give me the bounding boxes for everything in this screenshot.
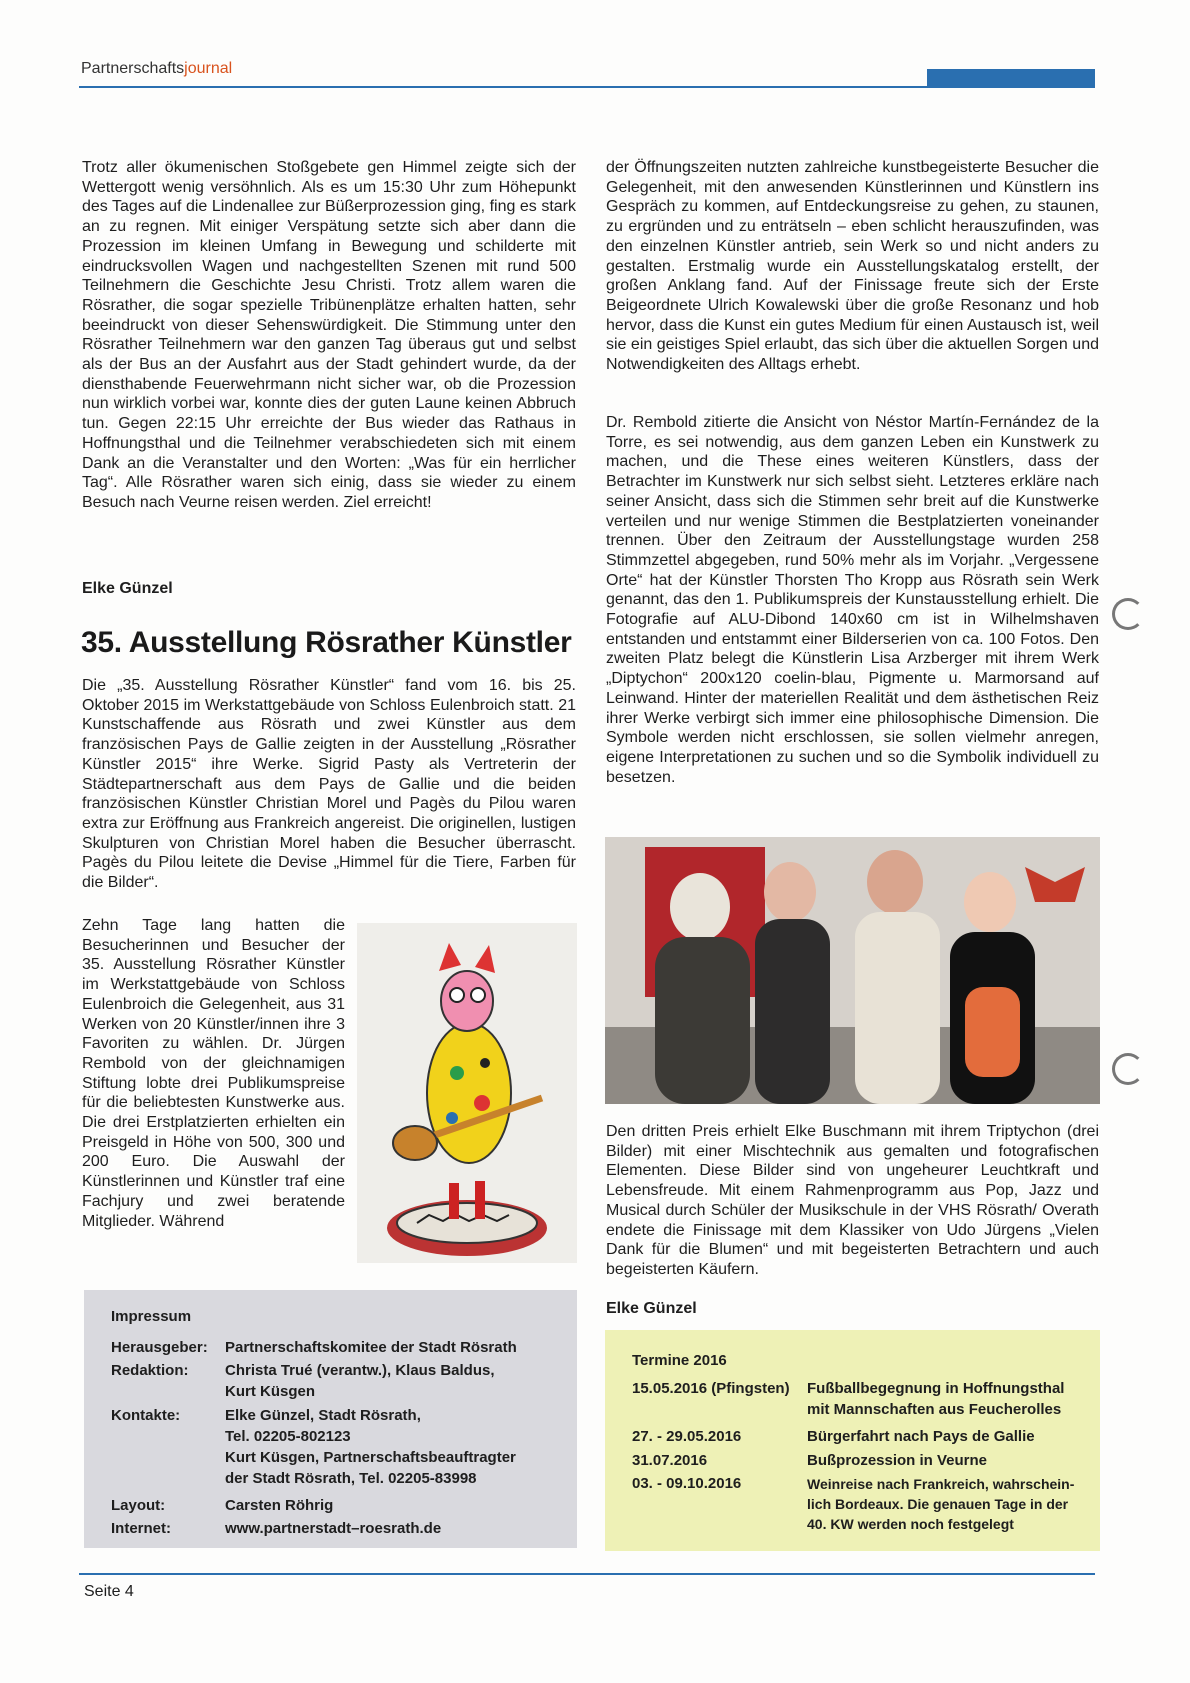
header-rule bbox=[79, 86, 1095, 88]
article-paragraph: der Öffnungszeiten nutzten zahlreiche kunstbegeisterte Besucher die Gelegenheit, mit den anwesenden Künstlerinnen und Künstlern ins Gespräch zu kommen, auf Entdeckungsreise zu gehen, zu staunen, zu ergründen und zu enträtseln – eben schlicht herauszufinden, was den einzelnen Künstler antrieb, sein Werk so und nicht anders zu gestalten. Erstmalig wurde ein Ausstellungskatalog erstellt, der großen Anklang fand. Auf der Finissage freute sich der Erste Beigeordnete Ulrich Kowalewski über die große Resonanz und hob hervor, dass die Kunst ein gutes Medium für einen Austausch ist, weil sie ein geistiges Spiel erlaubt, das sich über die aktuellen Sorgen und Notwendigkeiten des Alltags erhebt. bbox=[606, 159, 1099, 374]
impressum-title: Impressum bbox=[111, 1308, 192, 1325]
right-column-text-top bbox=[606, 158, 1099, 375]
journal-title bbox=[81, 60, 232, 78]
impressum-value: Kurt Küsgen, Partnerschaftsbeauftragter bbox=[225, 1449, 516, 1466]
right-column-text-middle bbox=[606, 413, 1099, 787]
termine-box bbox=[605, 1330, 1100, 1551]
article-paragraph: Trotz aller ökumenischen Stoßgebete gen Himmel zeigte sich der Wettergott wenig versöhnlich. Als es um 15:30 Uhr zum Höhepunkt des Tages auf die Lindenallee zur Büßerprozession ging, fing es stark an zu regnen. Mit einiger Verspätung setzte sich aber dann die Prozession im kleinen Umfang in Bewegung und schilderte mit eindrucksvollen Wagen und nachgestellten Szenen mit rund 500 Teilnehmern die Geschichte Jesu Christi. Trotz allem waren die Rösrather, die sogar spezielle Tribünenplätze erhalten hatten, sehr beeindruckt von dieser Sehenswürdigkeit. Die Stimmung unter den Rösrather Teilnehmern war den ganzen Tag überaus gut und selbst als der Bus an der Ausfahrt aus der Stadt gehindert wurde, da der diensthabende Feuerwehrmann nicht sicher war, ob die Prozession nun wirklich vorbei war, konnte dies der guten Laune keinen Abbruch tun. Gegen 22:15 Uhr erreichte der Bus wieder das Rathaus in Hoffnungsthal und die Teilnehmer verabschiedeten sich mit einem Dank an die Veranstalter und den Worten: „Was für ein herrlicher Tag“. Alle Rösrather waren sich einig, dass sie wieder zu einem Besuch nach Veurne reisen werden. Ziel erreicht! bbox=[82, 159, 576, 511]
page-number: Seite 4 bbox=[84, 1583, 134, 1600]
termine-event: mit Mannschaften aus Feucherolles bbox=[807, 1401, 1062, 1418]
impressum-value: Elke Günzel, Stadt Rösrath, bbox=[225, 1407, 421, 1424]
impressum-value: der Stadt Rösrath, Tel. 02205-83998 bbox=[225, 1470, 477, 1487]
binder-ring-icon bbox=[1112, 598, 1144, 630]
impressum-row bbox=[111, 1337, 517, 1358]
termine-date: 15.05.2016 (Pfingsten) bbox=[632, 1380, 790, 1397]
left-column-narrow bbox=[82, 916, 345, 1231]
termine-row bbox=[632, 1474, 1097, 1534]
journal-title-suffix: journal bbox=[184, 60, 233, 77]
left-column-text-top bbox=[82, 158, 576, 513]
author-name: Elke Günzel bbox=[606, 1300, 697, 1317]
termine-date: 27. - 29.05.2016 bbox=[632, 1428, 742, 1445]
impressum-website-link: www.partnerstadt–roesrath.de bbox=[225, 1520, 442, 1537]
impressum-value: Carsten Röhrig bbox=[225, 1497, 334, 1514]
termine-event: Weinreise nach Frankreich, wahrschein- bbox=[807, 1476, 1075, 1492]
termine-event: Bürgerfahrt nach Pays de Gallie bbox=[807, 1428, 1035, 1445]
sculpture-photo bbox=[357, 923, 577, 1263]
impressum-box bbox=[84, 1290, 577, 1548]
impressum-row bbox=[111, 1405, 516, 1489]
termine-date: 31.07.2016 bbox=[632, 1452, 708, 1469]
impressum-label: Herausgeber: bbox=[111, 1339, 208, 1356]
impressum-value: Partnerschaftskomitee der Stadt Rösrath bbox=[225, 1339, 517, 1356]
impressum-row bbox=[111, 1360, 495, 1402]
article-paragraph: Zehn Tage lang hatten die Besucherinnen und Besucher der 35. Ausstellung Rösrather Künstler im Werkstattgebäude von Schloss Eulenbroich die Gelegenheit, aus 31 Werken von 20 Künstler/innen ihre 3 Favoriten zu wählen. Dr. Jürgen Rembold von der gleichnamigen Stiftung lobte drei Publikumspreise für die beliebtesten Kunstwerke aus. Die drei Erstplatzierten erhielten ein Preisgeld in Höhe von 500, 300 und 200 Euro. Die Auswahl der Künstlerinnen und Künstler traf eine Fachjury und zwei beratende Mitglieder. Während bbox=[82, 917, 345, 1230]
termine-event: 40. KW werden noch festgelegt bbox=[807, 1516, 1014, 1532]
footer-rule bbox=[79, 1573, 1095, 1575]
impressum-label: Redaktion: bbox=[111, 1362, 189, 1379]
left-column-intro bbox=[82, 676, 576, 893]
termine-event: Fußballbegegnung in Hoffnungsthal bbox=[807, 1380, 1065, 1397]
article-paragraph: Dr. Rembold zitierte die Ansicht von Néstor Martín-Fernández de la Torre, es sei notwendig, aus dem ganzen Leben ein Kunstwerk zu machen, und die These eines weiteren Künstlers, dass der Betrachter im Kunstwerk nur sich selbst sieht. Letzteres erkläre nach seiner Ansicht, dass sich die Stimmen sehr breit auf die Kunstwerke verteilen und nur wenige Stimmen die Bestplatzierten voneinander trennen. Über den Zeitraum der Ausstellungstage wurden 258 Stimmzettel abgegeben, rund 50% mehr als im Vorjahr. „Vergessene Orte“ hat der Künstler Thorsten Tho Kropp aus Rösrath sein Werk genannt, das den 1. Publikumspreis der Kunstausstellung erhielt. Die Fotografie auf ALU-Dibond 140x60 cm ist in Wilhelmshaven entstanden und entstammt einer Bilderserien von ca. 100 Fotos. Den zweiten Platz belegt die Künstlerin Lisa Arzberger mit ihrem Werk „Diptychon“ 200x120 coelin-blau, Pigmente u. Marmorsand auf Leinwand. Hinter der materiellen Realität und dem ästhetischen Reiz ihrer Werke verbirgt sich immer eine philosophische Dimension. Die Symbole werden nicht erschlossen, sie sollen vielmehr anregen, eigene Interpretationen zu suchen und so die Symbolik individuell zu besetzen. bbox=[606, 414, 1099, 786]
impressum-value: Kurt Küsgen bbox=[225, 1383, 315, 1400]
article-paragraph: Die „35. Ausstellung Rösrather Künstler“ fand vom 16. bis 25. Oktober 2015 im Werkstattgebäude von Schloss Eulenbroich statt. 21 Kunstschaffende aus Rösrath und zwei Künstler aus dem französischen Pays de Gallie zeigten in der Ausstellung „Rösrather Künstler 2015“ ihre Werke. Sigrid Pasty als Vertreterin der Städtepartnerschaft aus dem Pays de Gallie und die beiden französischen Künstler Christian Morel und Pagès du Pilou waren extra zur Eröffnung aus Frankreich angereist. Die originellen, lustigen Skulpturen von Christian Morel haben die Besucher überrascht. Pagès du Pilou leitete die Devise „Himmel für die Tiere, Farben für die Bilder“. bbox=[82, 677, 576, 892]
group-photo-illustration bbox=[605, 837, 1100, 1104]
termine-date: 03. - 09.10.2016 bbox=[632, 1475, 742, 1492]
impressum-value: Christa Trué (verantw.), Klaus Baldus, bbox=[225, 1362, 495, 1379]
impressum-row bbox=[111, 1495, 333, 1516]
journal-title-prefix: Partnerschafts bbox=[81, 60, 185, 77]
termine-row bbox=[632, 1450, 1097, 1471]
impressum-label: Internet: bbox=[111, 1520, 171, 1537]
termine-title: Termine 2016 bbox=[632, 1352, 727, 1369]
impressum-value: Tel. 02205-802123 bbox=[225, 1428, 351, 1445]
group-photo bbox=[605, 837, 1100, 1104]
impressum-row bbox=[111, 1518, 441, 1539]
binder-ring-icon bbox=[1112, 1053, 1144, 1085]
termine-event: Bußprozession in Veurne bbox=[807, 1452, 988, 1469]
termine-row bbox=[632, 1426, 1097, 1447]
termine-row bbox=[632, 1378, 1097, 1420]
termine-event: lich Bordeaux. Die genauen Tage in der bbox=[807, 1496, 1069, 1512]
right-column-text-bottom bbox=[606, 1122, 1099, 1280]
author-name: Elke Günzel bbox=[82, 580, 173, 597]
article-headline: 35. Ausstellung Rösrather Künstler bbox=[81, 626, 572, 659]
impressum-label: Kontakte: bbox=[111, 1407, 181, 1424]
sculpture-illustration bbox=[357, 923, 577, 1263]
article-paragraph: Den dritten Preis erhielt Elke Buschmann mit ihrem Triptychon (drei Bilder) mit einer Mischtechnik aus gemalten und fotografischen Elementen. Diese Bilder sind von ungeheurer Leuchtkraft und Lebensfreude. Mit einem Rahmenprogramm aus Pop, Jazz und Musical durch Schüler der Musikschule in der VHS Rösrath/ Overath endete die Finissage mit dem Klassiker von Udo Jürgens „Vielen Dank für die Blumen“ und mit begeisterten Betrachtern und auch begeisterten Käufern. bbox=[606, 1123, 1099, 1278]
impressum-label: Layout: bbox=[111, 1497, 166, 1514]
